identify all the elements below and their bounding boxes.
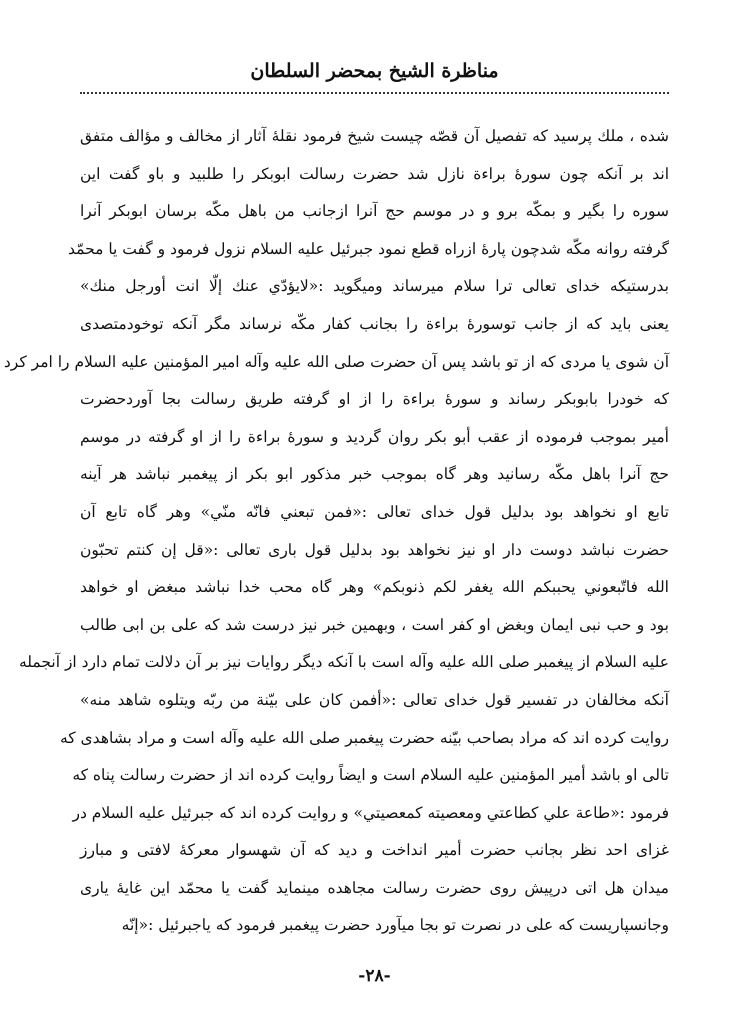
text-line: وجانسپاريست كه على در نصرت تو بجا ميآورد حضرت پيغمبر فرمود كه ياجبرئيل :«إنّه bbox=[121, 916, 669, 935]
text-line: گرفته روانه مكّه شدچون پارهٔ ازراه قطع نمود جبرئيل عليه السلام نزول فرمود و گفت يا محمّد bbox=[68, 239, 669, 258]
text-line: اند بر آنكه چون سورهٔ براءة نازل شد حضرت رسالت ابوبكر را طلبيد و باو گفت اين bbox=[80, 164, 669, 183]
text-line: الله فاتّبعوني يحببكم الله يغفر لكم ذنوبكم» وهر گاه محب خدا نباشد مبغض او خواهد bbox=[80, 578, 669, 597]
text-line: يعنى بايد كه از جانب توسورهٔ براءة را بجانب كفار مكّه نرساند مگر آنكه توخودمتصدى bbox=[80, 314, 669, 333]
running-header: مناظرة الشيخ بمحضر السلطان bbox=[250, 60, 499, 82]
text-line: آن شوى يا مردى كه از تو باشد پس آن حضرت صلى الله عليه وآله امير المؤمنين عليه السلام را امر كرد bbox=[3, 352, 669, 371]
text-line: عليه السلام از پيغمبر صلى الله عليه وآله است با آنكه ديگر روايات نيز بر آن دلالت تمام دارد از آنجمله bbox=[18, 653, 669, 672]
text-line: بدرستيكه خداى تعالى ترا سلام ميرساند وميگويد :«لايؤدّي عنك إلّا انت أورجل منك» bbox=[80, 277, 669, 296]
text-line: غزاى احد نظر بجانب حضرت أمير انداخت و ديد كه آن شهسوار معركهٔ لافتى و مبارز bbox=[80, 841, 669, 860]
text-line: آنكه مخالفان در تفسير قول خداى تعالى :«أفمن كان على بيّنة من ربّه ويتلوه شاهد منه» bbox=[80, 690, 669, 709]
text-line: تابع او نخواهد بود بدليل قول خداى تعالى :«فمن تبعني فانّه منّي» وهر گاه تابع آن bbox=[80, 502, 669, 521]
text-line: شده ، ملك پرسيد كه تفصيل آن قصّه چيست شيخ فرمود نقلهٔ آثار از مخالف و مؤالف متفق bbox=[80, 127, 669, 145]
text-line: روايت كرده اند كه مراد بصاحب بيّنه حضرت پيغمبر صلى الله عليه وآله است و مراد بشاهدى كه bbox=[59, 728, 669, 747]
text-line: كه خودرا بابوبكر رساند و سورهٔ براءة را از او گرفته طريق رسالت بجا آوردحضرت bbox=[80, 390, 669, 409]
header-divider bbox=[80, 92, 669, 94]
text-line: حضرت نباشد دوست دار او نيز نخواهد بود بدليل قول بارى تعالى :«قل إن كنتم تحبّون bbox=[80, 540, 669, 559]
text-line: سوره را بگير و بمكّه برو و در موسم حج آنرا ازجانب من باهل مكّه برسان ابوبكر آنرا bbox=[80, 202, 669, 221]
text-line: أمير بموجب فرموده از عقب أبو بكر روان گرديد و سورهٔ براءة را از او گرفته در موسم bbox=[80, 427, 669, 446]
text-line: فرمود :«طاعة علي كطاعتي ومعصيته كمعصيتي» و روايت كرده اند كه جبرئيل عليه السلام در bbox=[72, 803, 669, 822]
page-number: -٢٨- bbox=[358, 966, 391, 986]
text-line: بود و حب نبى ايمان وبغض او كفر است ، وبهمين خبر نيز درست شد كه على بن ابى طالب bbox=[80, 615, 669, 634]
text-line: حج آنرا باهل مكّه رسانيد وهر گاه بموجب خبر مذكور ابو بكر از پيغمبر نباشد هر آينه bbox=[80, 465, 669, 484]
page-body bbox=[3, 118, 669, 945]
text-line: ميدان هل اتى درپيش روى حضرت رسالت مجاهده مينمايد گفت يا محمّد اين غايهٔ يارى bbox=[80, 878, 669, 897]
text-line: تالى او باشد أمير المؤمنين عليه السلام است و ايضاً روايت كرده اند از حضرت رسالت پناه كه bbox=[72, 766, 669, 785]
